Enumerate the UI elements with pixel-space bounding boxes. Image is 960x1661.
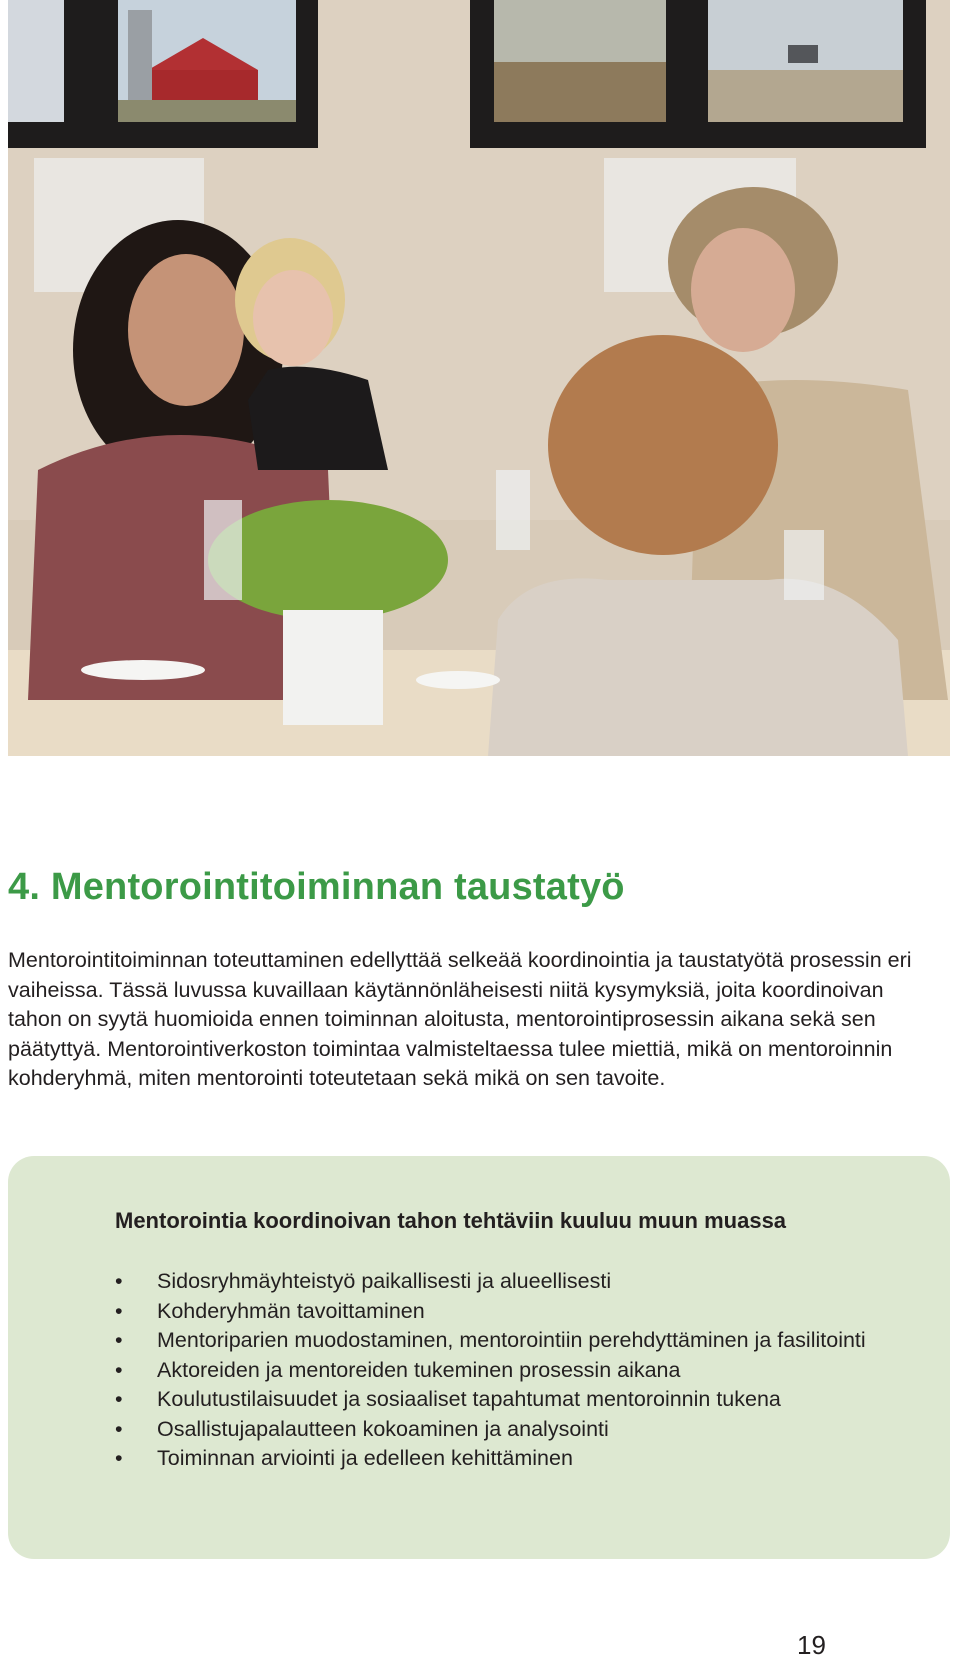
list-item	[115, 1297, 875, 1327]
list-item	[115, 1415, 875, 1445]
bullet-icon: •	[115, 1387, 123, 1411]
list-item-text: Kohderyhmän tavoittaminen	[157, 1298, 425, 1323]
tasks-box	[8, 1156, 950, 1559]
event-photo	[8, 0, 950, 756]
bullet-icon: •	[115, 1416, 123, 1441]
section-heading: 4. Mentorointitoiminnan taustatyö	[8, 866, 625, 908]
tasks-box-title: Mentorointia koordinoivan tahon tehtäviin kuuluu muun muassa	[115, 1208, 787, 1233]
list-item	[115, 1444, 875, 1474]
list-item	[115, 1326, 875, 1356]
bullet-icon: •	[115, 1446, 123, 1470]
list-item-text: Sidosryhmäyhteistyö paikallisesti ja alueellisesti	[157, 1269, 612, 1293]
list-item-text: Koulutustilaisuudet ja sosiaaliset tapahtumat mentoroinnin tukena	[157, 1387, 781, 1411]
list-item-text: Mentoriparien muodostaminen, mentorointiin perehdyttäminen ja fasilitointi	[157, 1328, 866, 1352]
bullet-icon: •	[115, 1298, 123, 1323]
page-number: 19	[797, 1630, 826, 1660]
event-photo-illustration	[8, 0, 950, 756]
bullet-icon: •	[115, 1328, 123, 1352]
list-item	[115, 1356, 875, 1386]
list-item-text: Osallistujapalautteen kokoaminen ja analysointi	[157, 1416, 609, 1441]
list-item	[115, 1267, 875, 1297]
list-item-text: Aktoreiden ja mentoreiden tukeminen prosessin aikana	[157, 1357, 681, 1382]
list-item	[115, 1385, 875, 1415]
bullet-icon: •	[115, 1269, 123, 1293]
tasks-list	[115, 1267, 875, 1474]
list-item-text: Toiminnan arviointi ja edelleen kehittäminen	[157, 1446, 573, 1470]
bullet-icon: •	[115, 1357, 123, 1382]
intro-paragraph: Mentorointitoiminnan toteuttaminen edellyttää selkeää koordinointia ja taustatyötä prosessin eri vaiheissa. Tässä luvussa kuvaillaan käytännönläheisesti niitä kysymyksiä, joita koordinoivan tahon on syytä huomioida ennen toiminnan aloitusta, mentorointiprosessin aikana sekä sen päätyttyä. Mentorointiverkoston toimintaa valmisteltaessa tulee miettiä, mikä on mentoroinnin kohderyhmä, miten mentorointi toteutetaan sekä mikä on sen tavoite.	[8, 948, 912, 1090]
